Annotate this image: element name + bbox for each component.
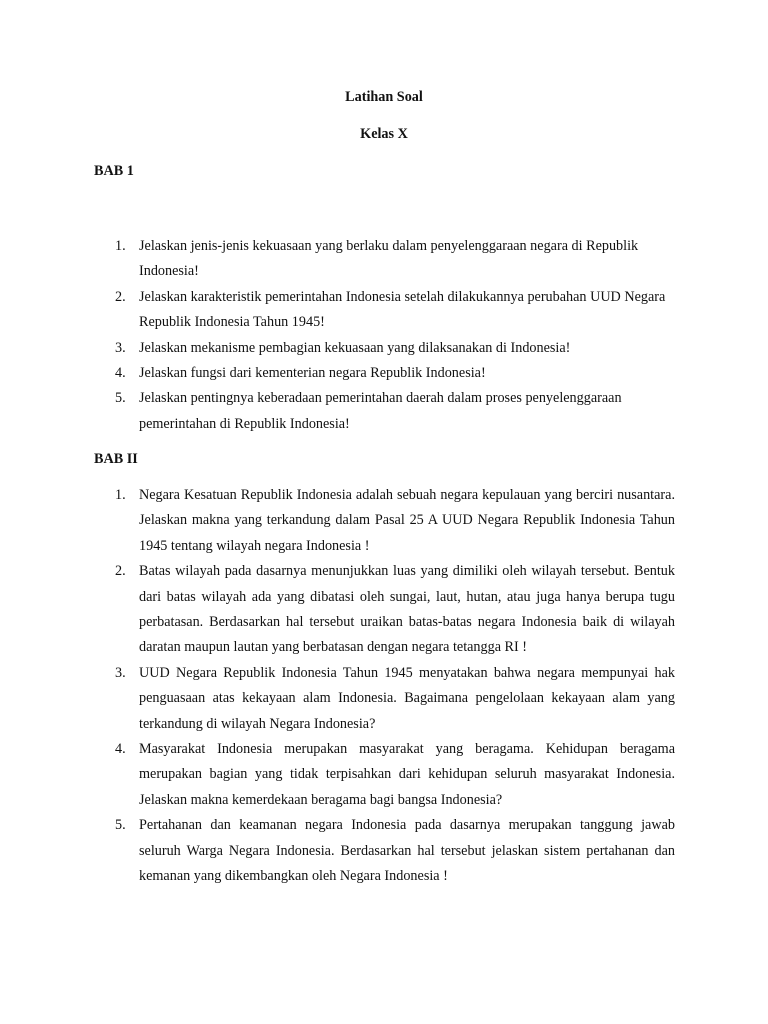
- bab1-question-list: [94, 234, 675, 437]
- question-number: 3.: [115, 339, 126, 356]
- list-item: [94, 386, 675, 437]
- list-item: [94, 737, 675, 813]
- list-item: [94, 336, 675, 361]
- question-number: 2.: [115, 563, 126, 580]
- question-text: Jelaskan fungsi dari kementerian negara Republik Indonesia!: [139, 365, 486, 382]
- question-number: 2.: [115, 288, 126, 305]
- document-subtitle: Kelas X: [360, 126, 408, 142]
- list-item: [94, 285, 675, 336]
- document-title: Latihan Soal: [345, 89, 423, 105]
- bab2-heading: BAB II: [94, 451, 138, 467]
- question-text: Jelaskan pentingnya keberadaan pemerintahan daerah dalam proses penyelenggaraan pemerintahan di Republik Indonesia!: [139, 390, 622, 432]
- question-text: Batas wilayah pada dasarnya menunjukkan luas yang dimiliki oleh wilayah tersebut. Bentuk dari batas wilayah ada yang dibatasi oleh sungai, laut, hutan, atau juga hanya berupa tugu perbatasan. Berdasarkan hal tersebut uraikan batas-batas negara Indonesia baik di wilayah daratan maupun lautan yang berbatasan dengan negara tetangga RI !: [139, 563, 675, 656]
- list-item: [94, 559, 675, 661]
- question-text: Jelaskan karakteristik pemerintahan Indonesia setelah dilakukannya perubahan UUD Negara Republik Indonesia Tahun 1945!: [139, 288, 666, 331]
- question-text: Masyarakat Indonesia merupakan masyarakat yang beragama. Kehidupan beragama merupakan bagian yang tidak terpisahkan dari kehidupan seluruh masyarakat Indonesia. Jelaskan makna kemerdekaan beragama bagi bangsa Indonesia?: [139, 741, 675, 808]
- question-number: 1.: [115, 487, 126, 503]
- bab2-question-list: [94, 483, 675, 890]
- question-number: 1.: [115, 238, 126, 254]
- list-item: [94, 483, 675, 559]
- question-text: Pertahanan dan keamanan negara Indonesia pada dasarnya merupakan tanggung jawab seluruh Warga Negara Indonesia. Berdasarkan hal tersebut jelaskan sistem pertahanan dan kemanan yang dikembangkan oleh Negara Indonesia !: [139, 817, 675, 885]
- list-item: [94, 234, 675, 285]
- question-number: 4.: [115, 365, 126, 382]
- list-item: [94, 661, 675, 737]
- list-item: [94, 813, 675, 889]
- question-number: 5.: [115, 390, 126, 407]
- question-number: 3.: [115, 664, 126, 681]
- question-text: Jelaskan mekanisme pembagian kekuasaan yang dilaksanakan di Indonesia!: [139, 339, 571, 356]
- question-number: 5.: [115, 817, 126, 834]
- question-text: Negara Kesatuan Republik Indonesia adalah sebuah negara kepulauan yang berciri nusantara. Jelaskan makna yang terkandung dalam Pasal 25 A UUD Negara Republik Indonesia Tahun 1945 tentang wilayah negara Indonesia !: [139, 487, 675, 554]
- bab1-heading: BAB 1: [94, 163, 134, 179]
- question-text: Jelaskan jenis-jenis kekuasaan yang berlaku dalam penyelenggaraan negara di Republik Indonesia!: [139, 238, 639, 280]
- list-item: [94, 361, 675, 386]
- question-text: UUD Negara Republik Indonesia Tahun 1945 menyatakan bahwa negara mempunyai hak penguasaan atas kekayaan alam Indonesia. Bagaimana pengelolaan kekayaan alam yang terkandung di wilayah Negara Indonesia?: [139, 664, 675, 732]
- question-number: 4.: [115, 741, 126, 758]
